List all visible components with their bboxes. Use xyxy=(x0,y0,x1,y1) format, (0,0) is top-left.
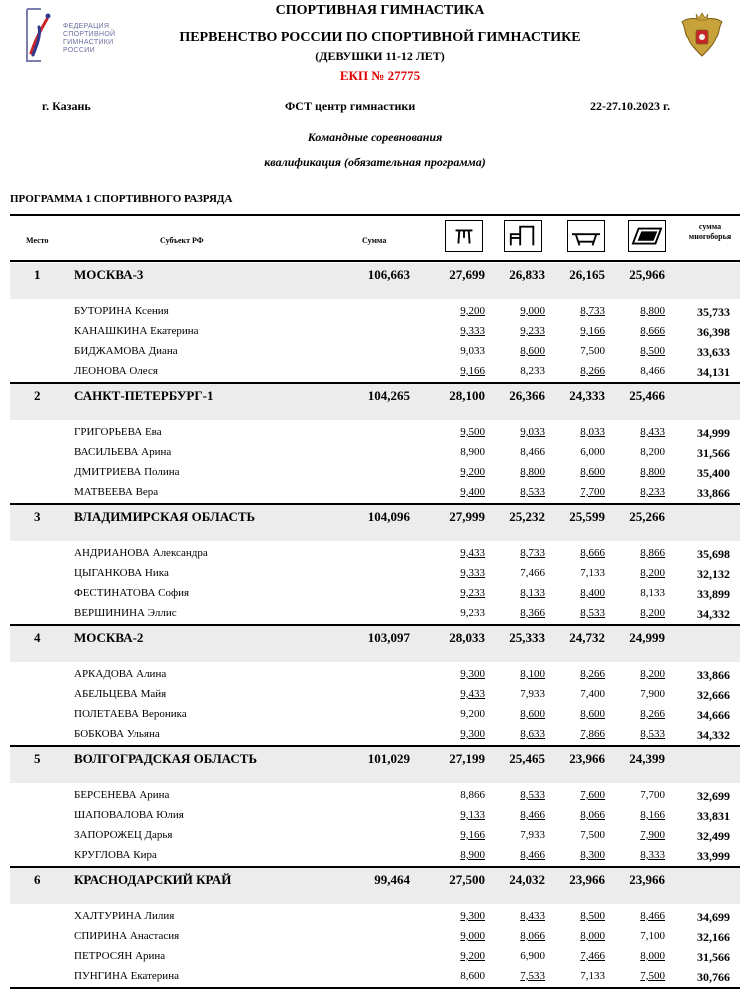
apparatus-score: 8,133 xyxy=(640,587,665,599)
team-place: 6 xyxy=(34,872,41,887)
apparatus-score: 8,866 xyxy=(640,547,665,559)
team-separator xyxy=(10,987,740,989)
athlete-name: ВЕРШИНИНА Эллис xyxy=(74,607,177,619)
team-apparatus-score: 28,033 xyxy=(449,630,485,645)
athlete-row xyxy=(10,605,740,626)
all-around-score: 30,766 xyxy=(697,970,730,984)
athlete-row xyxy=(10,666,740,687)
apparatus-score: 8,100 xyxy=(520,668,545,680)
apparatus-score: 8,800 xyxy=(640,466,665,478)
apparatus-score: 9,400 xyxy=(460,486,485,498)
athlete-name: СПИРИНА Анастасия xyxy=(74,930,180,942)
athlete-row xyxy=(10,948,740,969)
apparatus-score: 8,533 xyxy=(580,607,605,619)
all-around-score: 33,866 xyxy=(697,486,730,500)
apparatus-score: 7,900 xyxy=(640,688,665,700)
team-apparatus-score: 25,466 xyxy=(629,388,665,403)
apparatus-score: 9,333 xyxy=(460,567,485,579)
team-apparatus-score: 24,032 xyxy=(509,872,545,887)
all-around-score: 32,166 xyxy=(697,930,730,944)
apparatus-score: 6,900 xyxy=(520,950,545,962)
apparatus-score: 7,133 xyxy=(580,970,605,982)
team-place: 5 xyxy=(34,751,41,766)
apparatus-score: 7,466 xyxy=(580,950,605,962)
apparatus-score: 9,200 xyxy=(460,708,485,720)
apparatus-score: 8,466 xyxy=(520,446,545,458)
team-apparatus-score: 28,100 xyxy=(449,388,485,403)
team-name: МОСКВА-2 xyxy=(74,630,144,645)
apparatus-score: 7,533 xyxy=(520,970,545,982)
vault-icon xyxy=(445,220,483,252)
all-around-score: 32,666 xyxy=(697,688,730,702)
team-apparatus-score: 25,333 xyxy=(509,630,545,645)
athlete-row xyxy=(10,807,740,828)
athlete-row xyxy=(10,928,740,949)
team-name: ВОЛГОГРАДСКАЯ ОБЛАСТЬ xyxy=(74,751,258,766)
apparatus-score: 7,933 xyxy=(520,829,545,841)
team-apparatus-score: 25,232 xyxy=(509,509,545,524)
team-apparatus-score: 27,199 xyxy=(449,751,485,766)
venue: ФСТ центр гимнастики xyxy=(285,99,416,113)
title-category: (ДЕВУШКИ 11-12 ЛЕТ) xyxy=(315,49,445,63)
team-row xyxy=(10,868,740,890)
athlete-row xyxy=(10,968,740,989)
team-total: 104,265 xyxy=(367,388,410,403)
team-apparatus-score: 27,500 xyxy=(449,872,485,887)
athlete-name: ДМИТРИЕВА Полина xyxy=(74,466,180,478)
athlete-row xyxy=(10,908,740,929)
team-place: 4 xyxy=(34,630,41,645)
apparatus-score: 8,433 xyxy=(640,426,665,438)
athlete-name: ЛЕОНОВА Олеся xyxy=(74,365,158,377)
team-total: 103,097 xyxy=(367,630,410,645)
team-apparatus-score: 24,999 xyxy=(629,630,665,645)
apparatus-score: 8,433 xyxy=(520,910,545,922)
dates: 22-27.10.2023 г. xyxy=(590,99,671,113)
apparatus-score: 8,466 xyxy=(640,365,665,377)
apparatus-score: 8,600 xyxy=(580,708,605,720)
apparatus-score: 9,200 xyxy=(460,305,485,317)
apparatus-score: 9,433 xyxy=(460,547,485,559)
apparatus-score: 8,400 xyxy=(580,587,605,599)
apparatus-score: 8,466 xyxy=(520,809,545,821)
all-around-score: 36,398 xyxy=(697,325,730,339)
apparatus-score: 8,666 xyxy=(640,325,665,337)
apparatus-score: 8,600 xyxy=(460,970,485,982)
apparatus-score: 8,500 xyxy=(640,345,665,357)
apparatus-score: 8,300 xyxy=(580,849,605,861)
athlete-row xyxy=(10,827,740,848)
apparatus-score: 7,400 xyxy=(580,688,605,700)
team-row xyxy=(10,384,740,406)
apparatus-score: 8,533 xyxy=(520,789,545,801)
apparatus-score: 8,466 xyxy=(640,910,665,922)
apparatus-score: 9,000 xyxy=(460,930,485,942)
team-apparatus-score: 26,165 xyxy=(569,267,605,282)
team-row xyxy=(10,747,740,769)
apparatus-score: 8,600 xyxy=(520,708,545,720)
apparatus-score: 9,000 xyxy=(520,305,545,317)
apparatus-score: 8,900 xyxy=(460,446,485,458)
team-apparatus-score: 26,833 xyxy=(509,267,545,282)
athlete-name: ШАПОВАЛОВА Юлия xyxy=(74,809,184,821)
athlete-row xyxy=(10,323,740,344)
team-total: 106,663 xyxy=(367,267,410,282)
team-band xyxy=(10,626,740,662)
title-championship: ПЕРВЕНСТВО РОССИИ ПО СПОРТИВНОЙ ГИМНАСТИКЕ xyxy=(179,30,581,45)
header-top-rule xyxy=(10,214,740,216)
athlete-row xyxy=(10,847,740,868)
athlete-name: ГРИГОРЬЕВА Ева xyxy=(74,426,162,438)
team-total: 101,029 xyxy=(367,751,410,766)
athlete-row xyxy=(10,787,740,808)
athlete-row xyxy=(10,484,740,505)
apparatus-score: 8,266 xyxy=(580,668,605,680)
all-around-score: 33,899 xyxy=(697,587,730,601)
team-row xyxy=(10,263,740,285)
col-subject: Субъект РФ xyxy=(160,236,204,245)
all-around-score: 34,332 xyxy=(697,728,730,742)
apparatus-score: 9,166 xyxy=(460,365,485,377)
team-band xyxy=(10,263,740,299)
apparatus-score: 7,866 xyxy=(580,728,605,740)
athlete-name: АРКАДОВА Алина xyxy=(74,668,167,680)
col-place: Место xyxy=(26,236,49,245)
apparatus-score: 8,066 xyxy=(520,930,545,942)
all-around-score: 31,566 xyxy=(697,950,730,964)
table-header xyxy=(10,218,740,260)
apparatus-score: 8,233 xyxy=(520,365,545,377)
apparatus-score: 8,000 xyxy=(640,950,665,962)
athlete-row xyxy=(10,444,740,465)
apparatus-score: 8,533 xyxy=(520,486,545,498)
apparatus-score: 7,500 xyxy=(580,345,605,357)
col-sum: Сумма xyxy=(362,236,387,245)
apparatus-score: 8,500 xyxy=(580,910,605,922)
title-sport: СПОРТИВНАЯ ГИМНАСТИКА xyxy=(275,3,485,18)
team-apparatus-score: 27,699 xyxy=(449,267,485,282)
athlete-name: АНДРИАНОВА Александра xyxy=(74,547,208,559)
apparatus-score: 8,200 xyxy=(640,567,665,579)
apparatus-score: 7,500 xyxy=(580,829,605,841)
all-around-score: 34,131 xyxy=(697,365,730,379)
team-apparatus-score: 26,366 xyxy=(509,388,545,403)
apparatus-score: 8,800 xyxy=(520,466,545,478)
apparatus-score: 8,366 xyxy=(520,607,545,619)
apparatus-score: 7,700 xyxy=(640,789,665,801)
apparatus-score: 8,600 xyxy=(580,466,605,478)
apparatus-score: 9,300 xyxy=(460,728,485,740)
apparatus-score: 8,333 xyxy=(640,849,665,861)
all-around-score: 31,566 xyxy=(697,446,730,460)
col-all-around: сумма многоборья xyxy=(688,222,732,241)
apparatus-score: 6,000 xyxy=(580,446,605,458)
all-around-score: 33,831 xyxy=(697,809,730,823)
apparatus-score: 8,666 xyxy=(580,547,605,559)
apparatus-score: 8,733 xyxy=(580,305,605,317)
all-around-score: 32,132 xyxy=(697,567,730,581)
apparatus-score: 8,233 xyxy=(640,486,665,498)
athlete-row xyxy=(10,545,740,566)
apparatus-score: 9,500 xyxy=(460,426,485,438)
athlete-row xyxy=(10,363,740,384)
team-name: САНКТ-ПЕТЕРБУРГ-1 xyxy=(74,388,214,403)
apparatus-score: 7,100 xyxy=(640,930,665,942)
header-bottom-rule xyxy=(10,260,740,262)
athlete-row xyxy=(10,726,740,747)
apparatus-score: 9,233 xyxy=(460,607,485,619)
athlete-row xyxy=(10,585,740,606)
apparatus-score: 8,466 xyxy=(520,849,545,861)
athlete-row xyxy=(10,343,740,364)
apparatus-score: 9,200 xyxy=(460,950,485,962)
team-total: 104,096 xyxy=(367,509,410,524)
all-around-score: 32,699 xyxy=(697,789,730,803)
team-row xyxy=(10,505,740,527)
all-around-score: 34,666 xyxy=(697,708,730,722)
team-apparatus-score: 25,599 xyxy=(569,509,605,524)
apparatus-score: 8,166 xyxy=(640,809,665,821)
team-place: 2 xyxy=(34,388,41,403)
apparatus-score: 7,700 xyxy=(580,486,605,498)
apparatus-score: 9,300 xyxy=(460,910,485,922)
program-title: ПРОГРАММА 1 СПОРТИВНОГО РАЗРЯДА xyxy=(10,193,233,205)
apparatus-score: 9,200 xyxy=(460,466,485,478)
apparatus-score: 9,166 xyxy=(580,325,605,337)
competition-type: Командные соревнования xyxy=(307,130,443,144)
team-apparatus-score: 24,333 xyxy=(569,388,605,403)
all-around-score: 35,400 xyxy=(697,466,730,480)
apparatus-score: 7,466 xyxy=(520,567,545,579)
team-place: 1 xyxy=(34,267,41,282)
athlete-name: ВАСИЛЬЕВА Арина xyxy=(74,446,172,458)
all-around-score: 34,999 xyxy=(697,426,730,440)
apparatus-score: 8,266 xyxy=(640,708,665,720)
apparatus-score: 9,433 xyxy=(460,688,485,700)
apparatus-score: 9,033 xyxy=(460,345,485,357)
team-name: ВЛАДИМИРСКАЯ ОБЛАСТЬ xyxy=(74,509,256,524)
all-around-score: 33,999 xyxy=(697,849,730,863)
all-around-score: 32,499 xyxy=(697,829,730,843)
athlete-row xyxy=(10,565,740,586)
athlete-name: ПОЛЕТАЕВА Вероника xyxy=(74,708,187,720)
apparatus-score: 9,233 xyxy=(520,325,545,337)
athlete-row xyxy=(10,303,740,324)
team-band xyxy=(10,384,740,420)
team-apparatus-score: 24,399 xyxy=(629,751,665,766)
athlete-name: ХАЛТУРИНА Лилия xyxy=(74,910,175,922)
apparatus-score: 8,066 xyxy=(580,809,605,821)
athlete-name: БУТОРИНА Ксения xyxy=(74,305,169,317)
all-around-score: 34,699 xyxy=(697,910,730,924)
all-around-score: 35,733 xyxy=(697,305,730,319)
team-place: 3 xyxy=(34,509,41,524)
apparatus-score: 8,033 xyxy=(580,426,605,438)
apparatus-score: 9,233 xyxy=(460,587,485,599)
apparatus-score: 8,200 xyxy=(640,607,665,619)
athlete-name: ФЕСТИНАТОВА София xyxy=(74,587,190,599)
ekp-number: ЕКП № 27775 xyxy=(339,68,421,83)
athlete-name: ПЕТРОСЯН Арина xyxy=(74,950,166,962)
apparatus-score: 8,600 xyxy=(520,345,545,357)
team-band xyxy=(10,747,740,783)
apparatus-score: 8,733 xyxy=(520,547,545,559)
apparatus-score: 8,200 xyxy=(640,446,665,458)
qualification-type: квалификация (обязательная программа) xyxy=(264,155,486,169)
apparatus-score: 9,333 xyxy=(460,325,485,337)
apparatus-score: 8,800 xyxy=(640,305,665,317)
team-band xyxy=(10,868,740,904)
federation-logo xyxy=(17,5,142,65)
team-apparatus-score: 23,966 xyxy=(629,872,665,887)
floor-icon xyxy=(628,220,666,252)
athlete-row xyxy=(10,686,740,707)
uneven-bars-icon xyxy=(504,220,542,252)
apparatus-score: 8,900 xyxy=(460,849,485,861)
athlete-row xyxy=(10,464,740,485)
apparatus-score: 7,933 xyxy=(520,688,545,700)
athlete-name: ЗАПОРОЖЕЦ Дарья xyxy=(74,829,173,841)
athlete-name: КАНАШКИНА Екатерина xyxy=(74,325,199,337)
city: г. Казань xyxy=(42,99,91,113)
team-apparatus-score: 27,999 xyxy=(449,509,485,524)
apparatus-score: 7,133 xyxy=(580,567,605,579)
team-apparatus-score: 23,966 xyxy=(569,751,605,766)
team-apparatus-score: 25,966 xyxy=(629,267,665,282)
apparatus-score: 8,266 xyxy=(580,365,605,377)
eagle-emblem-icon xyxy=(676,10,728,62)
athlete-name: БЕРСЕНЕВА Арина xyxy=(74,789,170,801)
athlete-name: МАТВЕЕВА Вера xyxy=(74,486,159,498)
all-around-score: 35,698 xyxy=(697,547,730,561)
all-around-score: 33,633 xyxy=(697,345,730,359)
team-row xyxy=(10,626,740,648)
all-around-score: 34,332 xyxy=(697,607,730,621)
apparatus-score: 8,000 xyxy=(580,930,605,942)
apparatus-score: 9,133 xyxy=(460,809,485,821)
apparatus-score: 8,133 xyxy=(520,587,545,599)
apparatus-score: 8,200 xyxy=(640,668,665,680)
athlete-row xyxy=(10,706,740,727)
apparatus-score: 7,900 xyxy=(640,829,665,841)
team-apparatus-score: 25,266 xyxy=(629,509,665,524)
all-around-score: 33,866 xyxy=(697,668,730,682)
apparatus-score: 8,533 xyxy=(640,728,665,740)
athlete-name: БИДЖАМОВА Диана xyxy=(74,345,178,357)
apparatus-score: 8,866 xyxy=(460,789,485,801)
apparatus-score: 8,633 xyxy=(520,728,545,740)
team-total: 99,464 xyxy=(374,872,410,887)
apparatus-score: 7,500 xyxy=(640,970,665,982)
team-name: КРАСНОДАРСКИЙ КРАЙ xyxy=(74,872,232,887)
team-apparatus-score: 23,966 xyxy=(569,872,605,887)
athlete-name: КРУГЛОВА Кира xyxy=(74,849,157,861)
apparatus-score: 9,300 xyxy=(460,668,485,680)
apparatus-score: 9,166 xyxy=(460,829,485,841)
team-apparatus-score: 25,465 xyxy=(509,751,545,766)
team-apparatus-score: 24,732 xyxy=(569,630,605,645)
balance-beam-icon xyxy=(567,220,605,252)
federation-name: ФЕДЕРАЦИЯ СПОРТИВНОЙ ГИМНАСТИКИ РОССИИ xyxy=(63,23,116,54)
athlete-name: АБЕЛЬЦЕВА Майя xyxy=(74,688,167,700)
apparatus-score: 9,033 xyxy=(520,426,545,438)
team-band xyxy=(10,505,740,541)
athlete-row xyxy=(10,424,740,445)
apparatus-score: 7,600 xyxy=(580,789,605,801)
athlete-name: ПУНГИНА Екатерина xyxy=(74,970,179,982)
team-name: МОСКВА-3 xyxy=(74,267,144,282)
athlete-name: ЦЫГАНКОВА Ника xyxy=(74,567,169,579)
athlete-name: БОБКОВА Ульяна xyxy=(74,728,160,740)
